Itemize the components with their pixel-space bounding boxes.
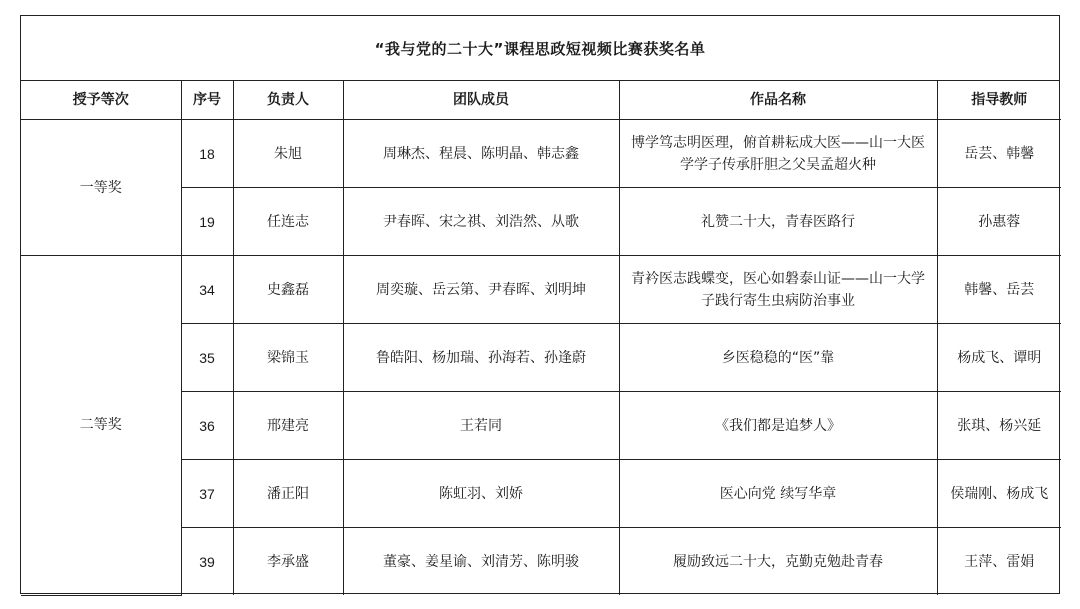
cell-members: 尹春晖、宋之祺、刘浩然、从歌 [343,188,619,256]
cell-members: 陈虹羽、刘娇 [343,460,619,528]
award-list-sheet [20,15,1060,594]
cell-leader: 史鑫磊 [233,256,343,324]
header-members: 团队成员 [343,81,619,120]
cell-work: 《我们都是追梦人》 [619,392,937,460]
cell-seq: 18 [181,120,233,188]
header-level: 授予等次 [21,81,181,120]
cell-seq: 35 [181,324,233,392]
cell-leader: 梁锦玉 [233,324,343,392]
cell-members: 王若同 [343,392,619,460]
cell-work: 履励致远二十大，克勤克勉赴青春 [619,528,937,596]
header-row [21,81,1061,120]
cell-leader: 邢建亮 [233,392,343,460]
cell-leader: 朱旭 [233,120,343,188]
cell-advisor: 韩馨、岳芸 [937,256,1061,324]
award-table [21,81,1061,596]
award-level-second: 二等奖 [21,256,181,596]
cell-seq: 39 [181,528,233,596]
cell-leader: 李承盛 [233,528,343,596]
cell-advisor: 王萍、雷娟 [937,528,1061,596]
cell-members: 周琳杰、程晨、陈明晶、韩志鑫 [343,120,619,188]
header-leader: 负责人 [233,81,343,120]
cell-work: 博学笃志明医理，俯首耕耘成大医——山一大医学学子传承肝胆之父吴孟超火种 [619,120,937,188]
cell-advisor: 张琪、杨兴延 [937,392,1061,460]
cell-leader: 潘正阳 [233,460,343,528]
cell-advisor: 孙惠蓉 [937,188,1061,256]
cell-advisor: 杨成飞、谭明 [937,324,1061,392]
document-title: “我与党的二十大”课程思政短视频比赛获奖名单 [21,16,1059,81]
header-work: 作品名称 [619,81,937,120]
header-advisor: 指导教师 [937,81,1061,120]
cell-seq: 19 [181,188,233,256]
cell-work: 医心向党 续写华章 [619,460,937,528]
cell-members: 董豪、姜星谕、刘清芳、陈明骏 [343,528,619,596]
cell-advisor: 侯瑞刚、杨成飞 [937,460,1061,528]
cell-advisor: 岳芸、韩馨 [937,120,1061,188]
cell-members: 周奕璇、岳云第、尹春晖、刘明坤 [343,256,619,324]
cell-leader: 任连志 [233,188,343,256]
cell-seq: 34 [181,256,233,324]
cell-work: 礼赞二十大，青春医路行 [619,188,937,256]
cell-work: 乡医稳稳的“医”靠 [619,324,937,392]
cell-members: 鲁皓阳、杨加瑞、孙海若、孙逢蔚 [343,324,619,392]
cell-work: 青衿医志践蝶变，医心如磐泰山证——山一大学子践行寄生虫病防治事业 [619,256,937,324]
table-row [21,120,1061,188]
table-row [21,256,1061,324]
cell-seq: 37 [181,460,233,528]
cell-seq: 36 [181,392,233,460]
header-seq: 序号 [181,81,233,120]
award-level-first: 一等奖 [21,120,181,256]
